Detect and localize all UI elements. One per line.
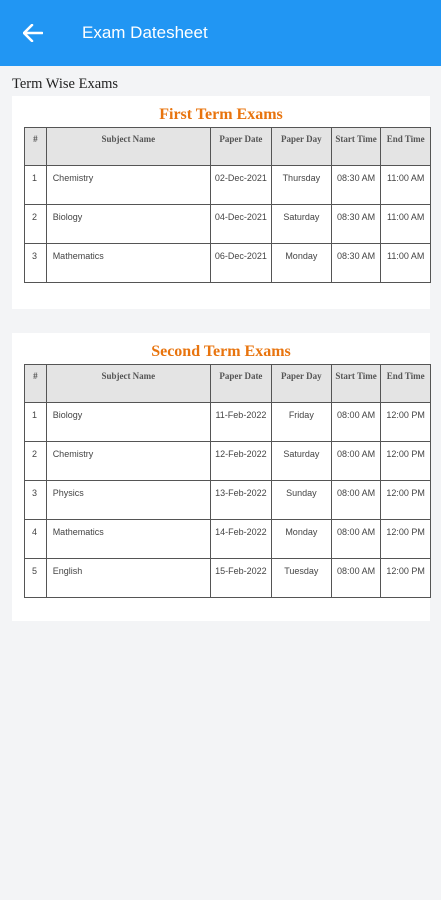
subject-name: Chemistry: [46, 442, 210, 481]
start-time: 08:00 AM: [331, 403, 381, 442]
paper-day: Monday: [271, 244, 331, 283]
end-time: 12:00 PM: [381, 442, 431, 481]
table-row: [25, 442, 431, 481]
end-time: 12:00 PM: [381, 520, 431, 559]
subject-name: English: [46, 559, 210, 598]
row-number: 2: [25, 442, 47, 481]
paper-day: Friday: [271, 403, 331, 442]
paper-day: Saturday: [271, 442, 331, 481]
column-header-start: Start Time: [331, 128, 381, 166]
start-time: 08:00 AM: [331, 559, 381, 598]
arrow-left-icon: [23, 24, 43, 42]
column-header-end: End Time: [381, 365, 431, 403]
table-header-row: [25, 128, 431, 166]
table-row: [25, 205, 431, 244]
term-title: Second Term Exams: [151, 343, 291, 360]
column-header-subject: Subject Name: [46, 128, 210, 166]
row-number: 3: [25, 481, 47, 520]
end-time: 11:00 AM: [381, 244, 431, 283]
section-title: Term Wise Exams: [12, 76, 119, 92]
table-header-row: [25, 365, 431, 403]
second-term-card: [12, 333, 430, 621]
subject-name: Biology: [46, 403, 210, 442]
page-title: Exam Datesheet: [82, 23, 208, 42]
exam-table: [24, 127, 431, 283]
row-number: 2: [25, 205, 47, 244]
paper-date: 13-Feb-2022: [210, 481, 271, 520]
row-number: 1: [25, 166, 47, 205]
paper-date: 02-Dec-2021: [210, 166, 271, 205]
start-time: 08:00 AM: [331, 442, 381, 481]
first-term-card: [12, 96, 430, 309]
column-header-number: #: [25, 128, 47, 166]
end-time: 12:00 PM: [381, 481, 431, 520]
row-number: 1: [25, 403, 47, 442]
table-row: [25, 520, 431, 559]
table-row: [25, 559, 431, 598]
end-time: 12:00 PM: [381, 559, 431, 598]
end-time: 12:00 PM: [381, 403, 431, 442]
paper-date: 15-Feb-2022: [210, 559, 271, 598]
row-number: 3: [25, 244, 47, 283]
paper-day: Saturday: [271, 205, 331, 244]
paper-date: 12-Feb-2022: [210, 442, 271, 481]
table-row: [25, 481, 431, 520]
column-header-day: Paper Day: [271, 128, 331, 166]
paper-day: Thursday: [271, 166, 331, 205]
paper-date: 14-Feb-2022: [210, 520, 271, 559]
paper-day: Tuesday: [271, 559, 331, 598]
column-header-number: #: [25, 365, 47, 403]
paper-date: 04-Dec-2021: [210, 205, 271, 244]
column-header-end: End Time: [381, 128, 431, 166]
app-bar: [0, 0, 441, 66]
start-time: 08:30 AM: [331, 205, 381, 244]
subject-name: Mathematics: [46, 244, 210, 283]
end-time: 11:00 AM: [381, 205, 431, 244]
column-header-date: Paper Date: [210, 128, 271, 166]
paper-date: 06-Dec-2021: [210, 244, 271, 283]
start-time: 08:00 AM: [331, 481, 381, 520]
column-header-subject: Subject Name: [46, 365, 210, 403]
end-time: 11:00 AM: [381, 166, 431, 205]
table-row: [25, 244, 431, 283]
subject-name: Physics: [46, 481, 210, 520]
start-time: 08:30 AM: [331, 244, 381, 283]
paper-date: 11-Feb-2022: [210, 403, 271, 442]
term-title: First Term Exams: [159, 106, 283, 123]
column-header-day: Paper Day: [271, 365, 331, 403]
subject-name: Mathematics: [46, 520, 210, 559]
table-row: [25, 403, 431, 442]
back-button[interactable]: [18, 18, 48, 48]
row-number: 4: [25, 520, 47, 559]
column-header-start: Start Time: [331, 365, 381, 403]
paper-day: Monday: [271, 520, 331, 559]
table-row: [25, 166, 431, 205]
exam-table: [24, 364, 431, 598]
start-time: 08:00 AM: [331, 520, 381, 559]
subject-name: Biology: [46, 205, 210, 244]
paper-day: Sunday: [271, 481, 331, 520]
subject-name: Chemistry: [46, 166, 210, 205]
row-number: 5: [25, 559, 47, 598]
column-header-date: Paper Date: [210, 365, 271, 403]
start-time: 08:30 AM: [331, 166, 381, 205]
